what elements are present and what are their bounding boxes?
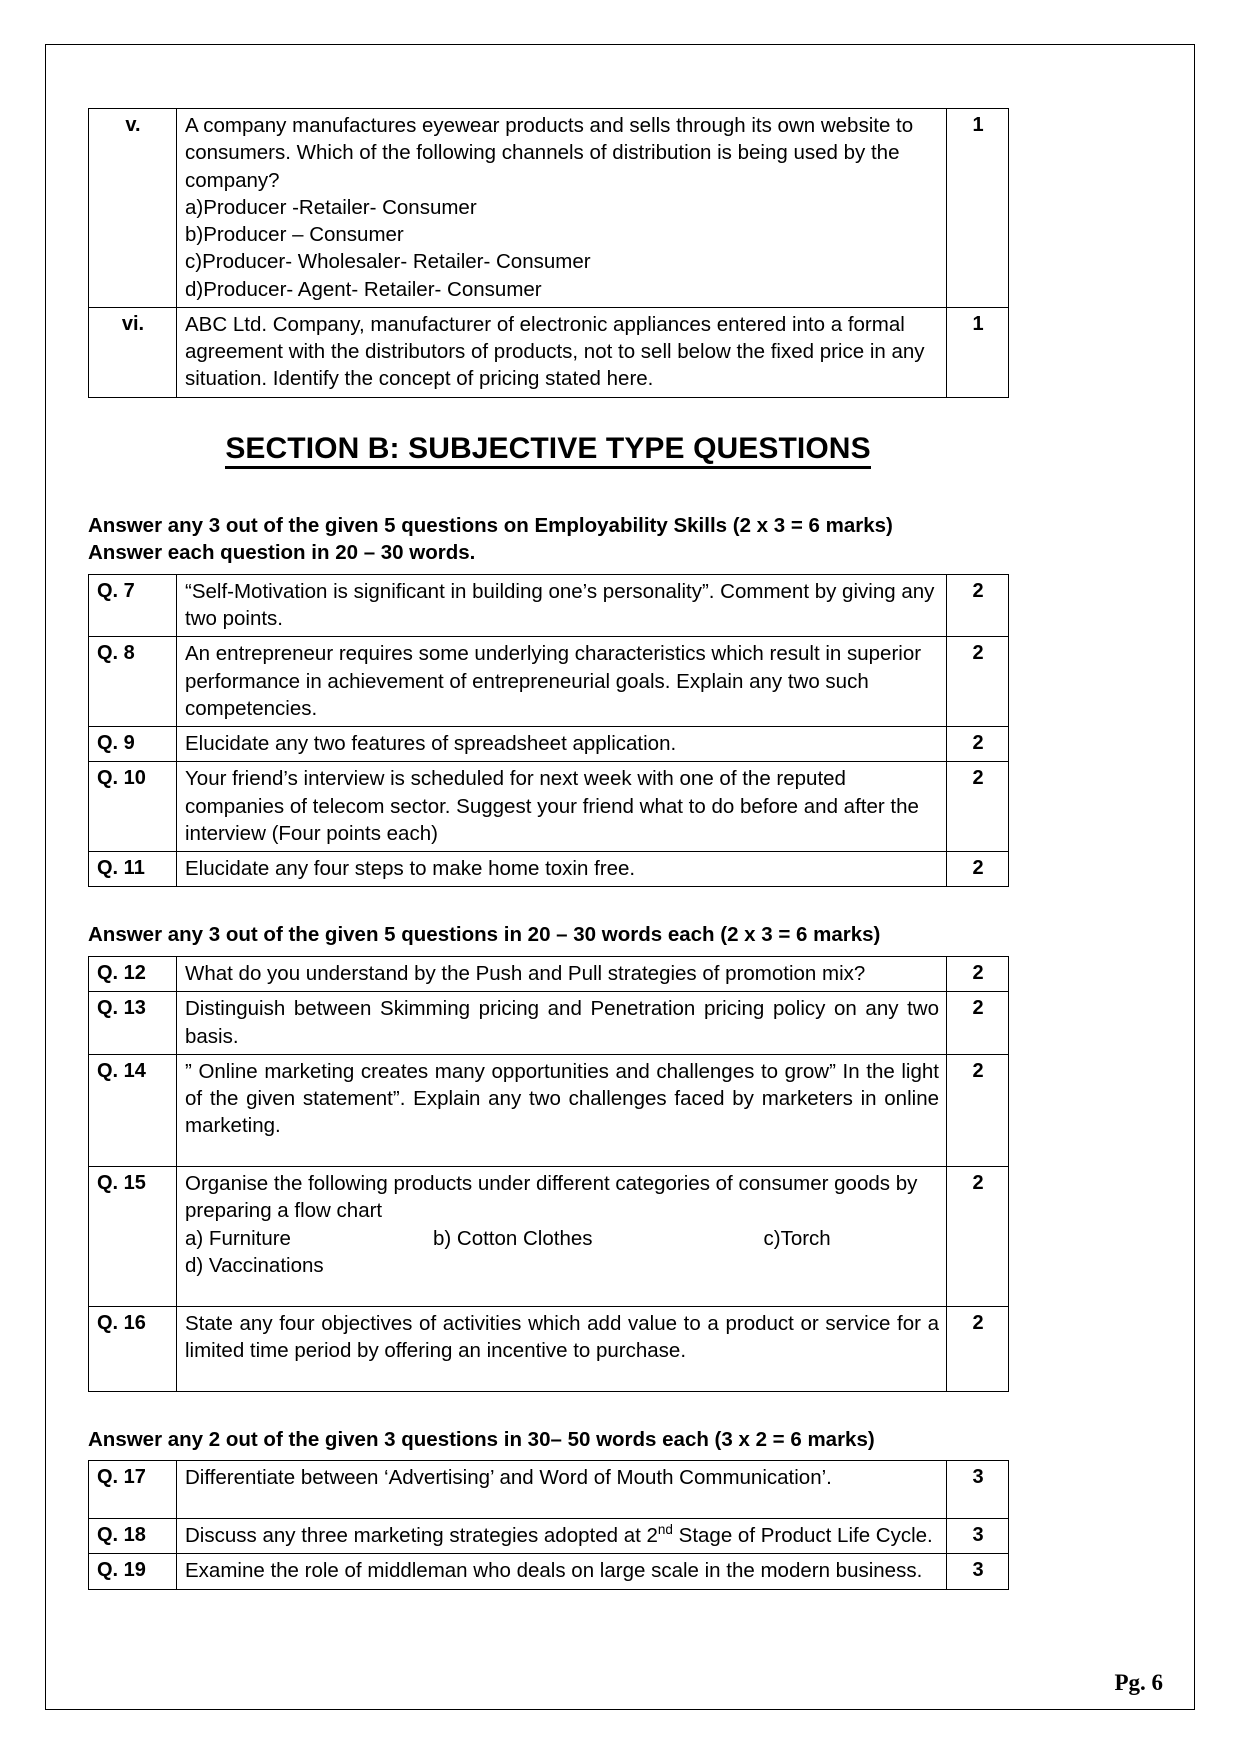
table-row bbox=[89, 852, 1009, 887]
question-text: “Self-Motivation is significant in building one’s personality”. Comment by giving any two points. bbox=[177, 574, 947, 637]
marks-value: 2 bbox=[947, 637, 1009, 727]
group3-instructions bbox=[88, 1426, 1008, 1454]
question-text: Examine the role of middleman who deals on large scale in the modern business. bbox=[177, 1554, 947, 1589]
q15-option-b: b) Cotton Clothes bbox=[432, 1226, 593, 1250]
table-row bbox=[89, 307, 1009, 397]
marks-value: 3 bbox=[947, 1554, 1009, 1589]
q18-text-before: Discuss any three marketing strategies adopted at 2 bbox=[185, 1524, 658, 1548]
q15-options-row bbox=[185, 1225, 939, 1252]
section-b-title bbox=[88, 432, 1008, 466]
q18-text-after: Stage of Product Life Cycle. bbox=[672, 1524, 933, 1548]
marks-value: 2 bbox=[947, 1054, 1009, 1166]
q18-ordinal-suffix: nd bbox=[657, 1522, 673, 1538]
marks-value: 2 bbox=[947, 1167, 1009, 1307]
top-questions-table bbox=[88, 108, 1009, 398]
question-number: Q. 15 bbox=[89, 1167, 177, 1307]
marks-value: 3 bbox=[947, 1461, 1009, 1519]
question-number: Q. 12 bbox=[89, 957, 177, 992]
question-text bbox=[177, 1054, 947, 1166]
marks-value: 2 bbox=[947, 762, 1009, 852]
question-number: v. bbox=[89, 109, 177, 308]
question-text bbox=[177, 109, 947, 308]
marks-value: 2 bbox=[947, 992, 1009, 1055]
question-number: Q. 10 bbox=[89, 762, 177, 852]
row-spacer bbox=[185, 1364, 939, 1387]
q15-option-c: c)Torch bbox=[763, 1226, 831, 1250]
question-text: Elucidate any two features of spreadsheet application. bbox=[177, 727, 947, 762]
table-row bbox=[89, 1054, 1009, 1166]
question-number: Q. 13 bbox=[89, 992, 177, 1055]
table-row bbox=[89, 1519, 1009, 1554]
question-text: Your friend’s interview is scheduled for next week with one of the reputed companies of telecom sector. Suggest your friend what to do before and after the interview (Four points each) bbox=[177, 762, 947, 852]
question-text: Distinguish between Skimming pricing and Penetration pricing policy on any two basis. bbox=[177, 992, 947, 1055]
question-text: An entrepreneur requires some underlying characteristics which result in superior performance in achievement of entrepreneurial goals. Explain any two such competencies. bbox=[177, 637, 947, 727]
table-row bbox=[89, 762, 1009, 852]
section-b-title-text: SECTION B: SUBJECTIVE TYPE QUESTIONS bbox=[225, 432, 870, 469]
question-number: vi. bbox=[89, 307, 177, 397]
question-text: ABC Ltd. Company, manufacturer of electronic appliances entered into a formal agreement with the distributors of products, not to sell below the fixed price in any situation. Identify the concept of pricing stated here. bbox=[177, 307, 947, 397]
group2-questions-table bbox=[88, 956, 1009, 1392]
question-body: State any four objectives of activities which add value to a product or service for a limited time period by offering an incentive to purchase. bbox=[185, 1311, 939, 1362]
table-row bbox=[89, 109, 1009, 308]
table-row bbox=[89, 992, 1009, 1055]
group3-instruction-line-1: Answer any 2 out of the given 3 questions in 30– 50 words each (3 x 2 = 6 marks) bbox=[88, 1427, 875, 1451]
table-row bbox=[89, 1306, 1009, 1391]
question-text: What do you understand by the Push and Pull strategies of promotion mix? bbox=[177, 957, 947, 992]
group1-instructions bbox=[88, 512, 1008, 567]
row-spacer bbox=[185, 1279, 939, 1302]
table-row bbox=[89, 637, 1009, 727]
option-b: b)Producer – Consumer bbox=[185, 223, 404, 246]
marks-value: 2 bbox=[947, 727, 1009, 762]
question-number: Q. 16 bbox=[89, 1306, 177, 1391]
group1-instruction-line-2: Answer each question in 20 – 30 words. bbox=[88, 541, 476, 565]
question-body: Differentiate between ‘Advertising’ and Word of Mouth Communication’. bbox=[185, 1466, 832, 1490]
question-text bbox=[177, 1167, 947, 1307]
question-number: Q. 8 bbox=[89, 637, 177, 727]
group3-questions-table bbox=[88, 1460, 1009, 1589]
row-spacer bbox=[185, 1492, 939, 1515]
question-number: Q. 7 bbox=[89, 574, 177, 637]
question-text bbox=[177, 1306, 947, 1391]
option-a: a)Producer -Retailer- Consumer bbox=[185, 195, 477, 219]
table-row bbox=[89, 574, 1009, 637]
question-text bbox=[177, 1519, 947, 1554]
marks-value: 2 bbox=[947, 1306, 1009, 1391]
question-number: Q. 18 bbox=[89, 1519, 177, 1554]
question-body: ” Online marketing creates many opportunities and challenges to grow” In the light of the given statement”. Explain any two challenges faced by marketers in online marketing. bbox=[185, 1059, 939, 1138]
page-content bbox=[88, 108, 1008, 1590]
question-number: Q. 19 bbox=[89, 1554, 177, 1589]
question-text: Elucidate any four steps to make home toxin free. bbox=[177, 852, 947, 887]
table-row bbox=[89, 1167, 1009, 1307]
marks-value: 1 bbox=[947, 109, 1009, 308]
row-spacer bbox=[185, 1140, 939, 1163]
question-number: Q. 17 bbox=[89, 1461, 177, 1519]
q15-intro: Organise the following products under different categories of consumer goods by preparing a flow chart bbox=[185, 1172, 918, 1223]
table-row bbox=[89, 957, 1009, 992]
table-row bbox=[89, 727, 1009, 762]
marks-value: 2 bbox=[947, 852, 1009, 887]
question-number: Q. 14 bbox=[89, 1054, 177, 1166]
q15-option-d: d) Vaccinations bbox=[185, 1253, 324, 1277]
marks-value: 1 bbox=[947, 307, 1009, 397]
group2-instructions bbox=[88, 921, 1008, 949]
question-text bbox=[177, 1461, 947, 1519]
option-c: c)Producer- Wholesaler- Retailer- Consumer bbox=[185, 250, 591, 274]
option-d: d)Producer- Agent- Retailer- Consumer bbox=[185, 277, 542, 301]
marks-value: 2 bbox=[947, 574, 1009, 637]
group1-questions-table bbox=[88, 574, 1009, 888]
marks-value: 2 bbox=[947, 957, 1009, 992]
q15-option-a: a) Furniture bbox=[185, 1226, 291, 1250]
group1-instruction-line-1: Answer any 3 out of the given 5 questions on Employability Skills (2 x 3 = 6 marks) bbox=[88, 513, 893, 537]
table-row bbox=[89, 1554, 1009, 1589]
table-row bbox=[89, 1461, 1009, 1519]
marks-value: 3 bbox=[947, 1519, 1009, 1554]
group2-instruction-line-1: Answer any 3 out of the given 5 questions in 20 – 30 words each (2 x 3 = 6 marks) bbox=[88, 923, 881, 947]
question-number: Q. 9 bbox=[89, 727, 177, 762]
question-number: Q. 11 bbox=[89, 852, 177, 887]
page-footer: Pg. 6 bbox=[1114, 1670, 1163, 1695]
question-stem: A company manufactures eyewear products and sells through its own website to consumers. Which of the following channels of distribution is being used by the company? bbox=[185, 114, 914, 192]
